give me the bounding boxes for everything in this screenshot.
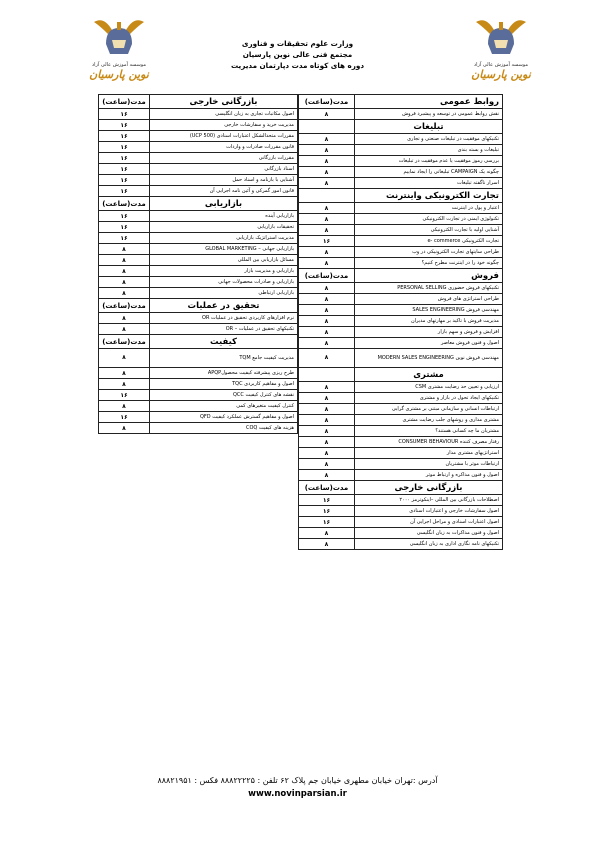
course-duration: ۸ <box>299 459 355 470</box>
course-title: مدیریت استراتژیک بازاریابی <box>150 233 298 244</box>
section-header <box>299 269 503 283</box>
course-row <box>299 506 503 517</box>
course-duration: ۱۶ <box>299 236 355 247</box>
course-row <box>299 327 503 338</box>
course-title: ارتباطات موثر با مشتریان <box>355 459 503 470</box>
right-course-table <box>298 94 503 550</box>
course-row <box>99 412 298 423</box>
ministry-title: وزارت علوم تحقیقات و فناوری <box>241 39 354 48</box>
duration-header: مدت(ساعت) <box>299 269 355 283</box>
course-title: تکنیکهای موفقیت در تبلیغات صنعتی و تجاری <box>355 134 503 145</box>
course-row <box>299 495 503 506</box>
course-row <box>299 214 503 225</box>
course-duration: ۸ <box>299 247 355 258</box>
course-row <box>99 244 298 255</box>
course-duration: ۸ <box>299 415 355 426</box>
helmet-logo-icon <box>472 14 530 62</box>
course-row <box>299 134 503 145</box>
institute-title: مجتمع فنی عالی نوین پارسیان <box>242 50 353 59</box>
duration-header: مدت(ساعت) <box>99 335 150 349</box>
course-duration: ۱۶ <box>99 233 150 244</box>
section-header <box>99 197 298 211</box>
course-duration: ۸ <box>99 423 150 434</box>
course-row <box>299 382 503 393</box>
section-header <box>299 120 503 134</box>
course-title: اصول و مفاهیم کاربردی TQC <box>150 379 298 390</box>
course-title: مشتری مداری و روشهای جلب رضایت مشتری <box>355 415 503 426</box>
course-duration: ۸ <box>299 528 355 539</box>
logo-brand: نوین پارسیان <box>89 68 149 81</box>
logo-subtitle: موسسه آموزش عالی آزاد <box>91 62 147 68</box>
course-row <box>99 175 298 186</box>
logo-subtitle: موسسه آموزش عالی آزاد <box>473 62 529 68</box>
course-duration: ۸ <box>299 145 355 156</box>
section-title: مشتری <box>355 368 503 382</box>
course-duration: ۱۶ <box>299 517 355 528</box>
course-duration: ۸ <box>99 401 150 412</box>
duration-header <box>299 120 355 134</box>
course-duration: ۸ <box>299 283 355 294</box>
course-title: استراتژیهای مشتری مدار <box>355 448 503 459</box>
duration-header: مدت(ساعت) <box>99 95 150 109</box>
course-duration: ۸ <box>99 379 150 390</box>
course-title: اصول و فنون فروش معاصر <box>355 338 503 349</box>
course-duration: ۸ <box>99 255 150 266</box>
course-title: تحقیقات بازاریابی <box>150 222 298 233</box>
course-row <box>299 470 503 481</box>
course-row <box>299 167 503 178</box>
course-row <box>299 294 503 305</box>
course-title: مهندسی فروش SALES ENGINEERING <box>355 305 503 316</box>
helmet-logo-icon <box>90 14 148 62</box>
course-duration: ۸ <box>299 316 355 327</box>
course-row <box>299 415 503 426</box>
course-row <box>99 379 298 390</box>
course-row <box>99 401 298 412</box>
course-row <box>299 338 503 349</box>
course-title: رفتار مصرف کننده CONSUMER BEHAVIOUR <box>355 437 503 448</box>
course-row <box>299 448 503 459</box>
course-duration: ۱۶ <box>99 211 150 222</box>
course-duration: ۸ <box>299 426 355 437</box>
course-duration: ۸ <box>299 305 355 316</box>
course-row <box>99 313 298 324</box>
department-title: دوره های کوتاه مدت دپارتمان مدیریت <box>230 61 365 70</box>
course-duration: ۱۶ <box>99 175 150 186</box>
course-title: کنترل کیفیت متغیرهای کمی <box>150 401 298 412</box>
course-title: مقررات بازرگانی <box>150 153 298 164</box>
course-duration: ۸ <box>299 225 355 236</box>
course-duration: ۸ <box>299 338 355 349</box>
document-header <box>210 38 385 71</box>
course-row <box>99 368 298 379</box>
course-duration: ۸ <box>99 288 150 299</box>
course-duration: ۸ <box>299 294 355 305</box>
course-row <box>299 393 503 404</box>
course-duration: ۸ <box>99 324 150 335</box>
course-duration: ۸ <box>299 258 355 269</box>
course-row <box>99 109 298 120</box>
course-row <box>99 233 298 244</box>
institute-logo-left <box>80 14 158 90</box>
course-row <box>299 203 503 214</box>
document-footer <box>0 776 595 799</box>
course-title: تکنیکهای تحقیق در عملیات – OR <box>150 324 298 335</box>
course-title: چگونه یک CAMPAIGN تبلیغاتی را ایجاد نماییم <box>355 167 503 178</box>
section-header <box>299 189 503 203</box>
course-title: قانون مقررات صادرات و واردات <box>150 142 298 153</box>
course-row <box>299 258 503 269</box>
course-duration: ۸ <box>299 437 355 448</box>
course-duration: ۸ <box>99 266 150 277</box>
course-row <box>99 277 298 288</box>
course-duration: ۸ <box>99 277 150 288</box>
course-duration: ۸ <box>299 156 355 167</box>
course-title: اسرار ناگفته تبلیغات <box>355 178 503 189</box>
course-row <box>99 288 298 299</box>
course-duration: ۱۶ <box>299 495 355 506</box>
duration-header <box>299 368 355 382</box>
course-row <box>99 131 298 142</box>
course-row <box>299 316 503 327</box>
course-duration: ۸ <box>299 382 355 393</box>
left-course-table <box>98 94 298 434</box>
course-title: اصول و فنون مذاکرات به زبان انگلیسی <box>355 528 503 539</box>
course-title: طراحی سایتهای تجارت الکترونیکی در وب <box>355 247 503 258</box>
course-title: اسناد بازرگانی <box>150 164 298 175</box>
course-duration: ۱۶ <box>99 390 150 401</box>
course-title: بازاریابی آینده <box>150 211 298 222</box>
course-duration: ۸ <box>299 203 355 214</box>
section-title: تبلیغات <box>355 120 503 134</box>
course-title: مدیریت فروش با تاکید بر مهارتهای مدیران <box>355 316 503 327</box>
course-row <box>299 539 503 550</box>
course-duration: ۱۶ <box>99 164 150 175</box>
course-row <box>299 178 503 189</box>
course-duration: ۸ <box>299 167 355 178</box>
duration-header: مدت(ساعت) <box>99 299 150 313</box>
section-header <box>299 95 503 109</box>
course-duration: ۸ <box>99 349 150 368</box>
course-duration: ۸ <box>99 368 150 379</box>
course-duration: ۸ <box>299 393 355 404</box>
course-title: تجارت الکترونیکی e- commerce <box>355 236 503 247</box>
logo-brand: نوین پارسیان <box>471 68 531 81</box>
course-title: اصول مکاتبات تجاری به زبان انگلیسی <box>150 109 298 120</box>
course-duration: ۸ <box>299 539 355 550</box>
section-header <box>99 299 298 313</box>
section-title: تحقیق در عملیات <box>150 299 298 313</box>
course-row <box>299 404 503 415</box>
course-row <box>299 349 503 368</box>
course-title: مدیریت کیفیت جامع TQM <box>150 349 298 368</box>
website-link[interactable]: www.novinparsian.ir <box>248 789 347 799</box>
course-title: نقش روابط عمومی در توسعه و پیشبرد فروش <box>355 109 503 120</box>
course-title: افزایش و فروش و سهم بازار <box>355 327 503 338</box>
course-duration: ۱۶ <box>99 109 150 120</box>
course-duration: ۱۶ <box>99 120 150 131</box>
section-header <box>99 335 298 349</box>
course-duration: ۸ <box>99 313 150 324</box>
course-title: مقررات متحدالشکل اعتبارات اسنادی (UCP 500) <box>150 131 298 142</box>
course-row <box>99 349 298 368</box>
duration-header: مدت(ساعت) <box>99 197 150 211</box>
course-title: نرم افزارهای کاربردی تحقیق در عملیات OR <box>150 313 298 324</box>
section-title: بازاریابی <box>150 197 298 211</box>
course-title: مدیریت خرید و سفارشات خارجی <box>150 120 298 131</box>
course-title: ارتباطات انسانی و سازمانی مبتنی بر مشتری گرایی <box>355 404 503 415</box>
section-header <box>299 481 503 495</box>
course-row <box>299 109 503 120</box>
course-duration: ۸ <box>299 327 355 338</box>
course-title: آشنایی با بازنامه و اسناد حمل <box>150 175 298 186</box>
course-duration: ۸ <box>299 109 355 120</box>
course-row <box>299 437 503 448</box>
course-row <box>299 283 503 294</box>
course-title: مسائل بازاریابی بین المللی <box>150 255 298 266</box>
course-row <box>299 528 503 539</box>
course-title: اصطلاحات بازرگانی بین المللی –اینکوترمز ۲۰۰۰ <box>355 495 503 506</box>
course-row <box>299 156 503 167</box>
course-title: قانون امور گمرکی و آئین نامه اجرایی آن <box>150 186 298 197</box>
course-row <box>99 211 298 222</box>
course-title: بازاریابی و صادرات محصولات جهانی <box>150 277 298 288</box>
course-row <box>99 255 298 266</box>
course-duration: ۱۶ <box>99 153 150 164</box>
course-title: اصول و فنون مذاکره و ارتباط موثر <box>355 470 503 481</box>
section-title: بازرگانی خارجی <box>355 481 503 495</box>
course-title: تکنیکهای نامه نگاری اداری به زبان انگلیسی <box>355 539 503 550</box>
duration-header <box>299 189 355 203</box>
course-duration: ۱۶ <box>99 142 150 153</box>
duration-header: مدت(ساعت) <box>299 95 355 109</box>
course-title: آشنایی اولیه با تجارت الکترونیکی <box>355 225 503 236</box>
duration-header: مدت(ساعت) <box>299 481 355 495</box>
course-title: نقشه های کنترل کیفیت QCC <box>150 390 298 401</box>
section-title: روابط عمومی <box>355 95 503 109</box>
course-title: اصول اعتبارات اسنادی و مراحل اجرایی آن <box>355 517 503 528</box>
section-title: تجارت الکترونیکی واینترنت <box>355 189 503 203</box>
course-row <box>99 186 298 197</box>
section-header <box>99 95 298 109</box>
course-title: طرح ریزی پیشرفته کیفیت محصولAPQP <box>150 368 298 379</box>
course-title: بازاریابی جهانی – GLOBAL MARKETING <box>150 244 298 255</box>
contact-info: آدرس :تهران خیابان مطهری خیابان جم پلاک ۶۲ تلفن : ۸۸۸۲۲۲۲۵ فکس : ۸۸۸۲۱۹۵۱ <box>157 776 438 785</box>
course-title: اصول سفارشات خارجی و اعتبارات اسنادی <box>355 506 503 517</box>
course-row <box>99 222 298 233</box>
course-row <box>99 142 298 153</box>
course-title: طراحی استراتژی های فروش <box>355 294 503 305</box>
section-title: کیفیت <box>150 335 298 349</box>
course-duration: ۸ <box>299 214 355 225</box>
course-row <box>299 145 503 156</box>
course-title: چگونه خود را در اینترنت مطرح کنیم؟ <box>355 258 503 269</box>
course-title: تکنولوژی ایمنی در تجارت الکترونیکی <box>355 214 503 225</box>
section-header <box>299 368 503 382</box>
course-duration: ۱۶ <box>99 222 150 233</box>
course-row <box>299 305 503 316</box>
course-title: ارزیابی و تعیین حد رضایت مشتری CSM <box>355 382 503 393</box>
course-title: تکنیکهای فروش حضوری PERSONAL SELLING <box>355 283 503 294</box>
course-row <box>99 164 298 175</box>
course-title: تبلیغات و بسته بندی <box>355 145 503 156</box>
course-row <box>299 236 503 247</box>
course-duration: ۱۶ <box>299 506 355 517</box>
course-duration: ۱۶ <box>99 131 150 142</box>
course-duration: ۸ <box>299 448 355 459</box>
course-row <box>299 247 503 258</box>
course-title: مشتریان ما چه کسانی هستند؟ <box>355 426 503 437</box>
course-row <box>299 225 503 236</box>
course-title: اصول و مفاهیم گسترش عملکرد کیفیت QFD <box>150 412 298 423</box>
section-title: بازرگانی خارجی <box>150 95 298 109</box>
course-title: هزینه های کیفیت COQ <box>150 423 298 434</box>
course-row <box>299 517 503 528</box>
course-duration: ۸ <box>299 134 355 145</box>
course-row <box>299 459 503 470</box>
course-row <box>99 324 298 335</box>
section-title: فروش <box>355 269 503 283</box>
course-title: بررسی رموز موفقیت یا عدم موفقیت در تبلیغات <box>355 156 503 167</box>
course-row <box>99 423 298 434</box>
course-duration: ۱۶ <box>99 412 150 423</box>
course-duration: ۸ <box>299 404 355 415</box>
course-row <box>299 426 503 437</box>
course-row <box>99 390 298 401</box>
course-title: مهندسی فروش نوین MODERN SALES ENGINEERING <box>355 349 503 368</box>
course-row <box>99 153 298 164</box>
course-duration: ۸ <box>299 178 355 189</box>
course-row <box>99 120 298 131</box>
institute-logo-right <box>462 14 540 90</box>
course-title: تکنیکهای ایجاد تحول در بازار و مشتری <box>355 393 503 404</box>
course-title: اعتبار و پول در اینترنت <box>355 203 503 214</box>
course-title: بازاریابی و مدیریت بازار <box>150 266 298 277</box>
course-duration: ۸ <box>299 349 355 368</box>
course-duration: ۸ <box>299 470 355 481</box>
course-duration: ۱۶ <box>99 186 150 197</box>
course-row <box>99 266 298 277</box>
course-title: بازاریابی ارتباطی <box>150 288 298 299</box>
course-duration: ۸ <box>99 244 150 255</box>
